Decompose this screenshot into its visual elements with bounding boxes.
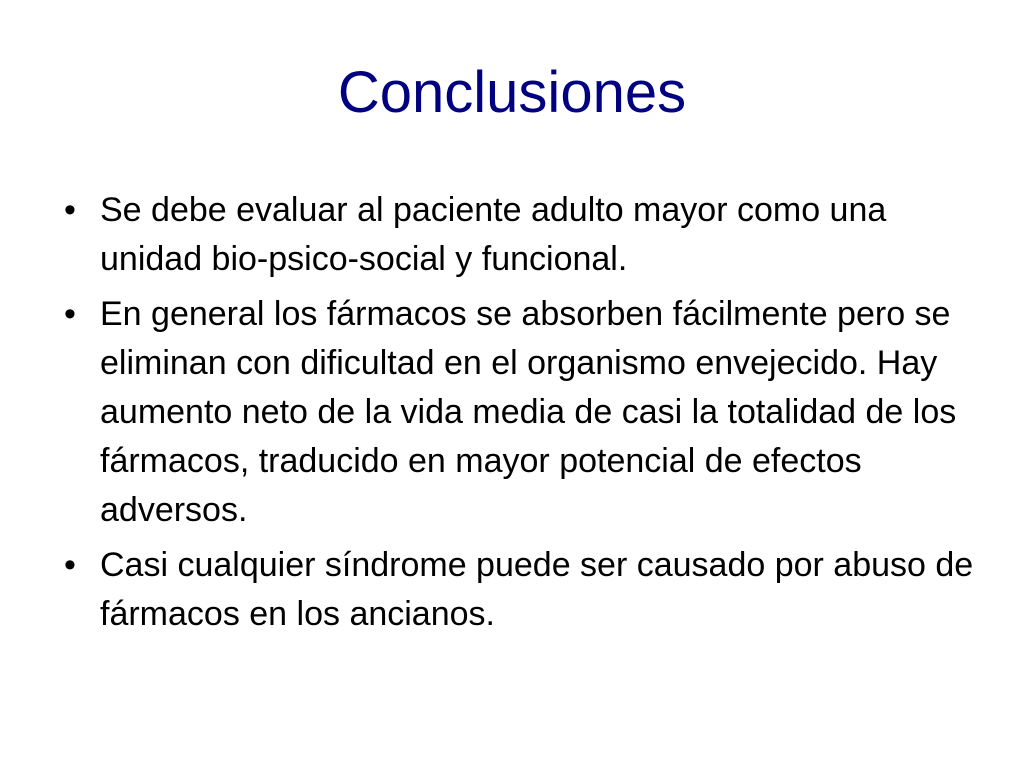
bullet-icon: • <box>64 546 76 584</box>
bullet-item <box>58 290 978 535</box>
bullet-icon: • <box>64 191 76 229</box>
bullet-text: Se debe evaluar al paciente adulto mayor como una unidad bio-psico-social y funcional. <box>100 191 887 278</box>
bullet-item <box>58 541 978 639</box>
bullet-text: En general los fármacos se absorben fácilmente pero se eliminan con dificultad en el organismo envejecido. Hay aumento neto de la vida media de casi la totalidad de los fármacos, traducido en mayor potencial de efectos adversos. <box>100 295 957 529</box>
bullet-list <box>58 186 978 645</box>
slide-title: Conclusiones <box>337 60 687 125</box>
bullet-item <box>58 186 978 284</box>
bullet-text: Casi cualquier síndrome puede ser causado por abuso de fármacos en los ancianos. <box>100 546 974 633</box>
bullet-icon: • <box>64 295 76 333</box>
